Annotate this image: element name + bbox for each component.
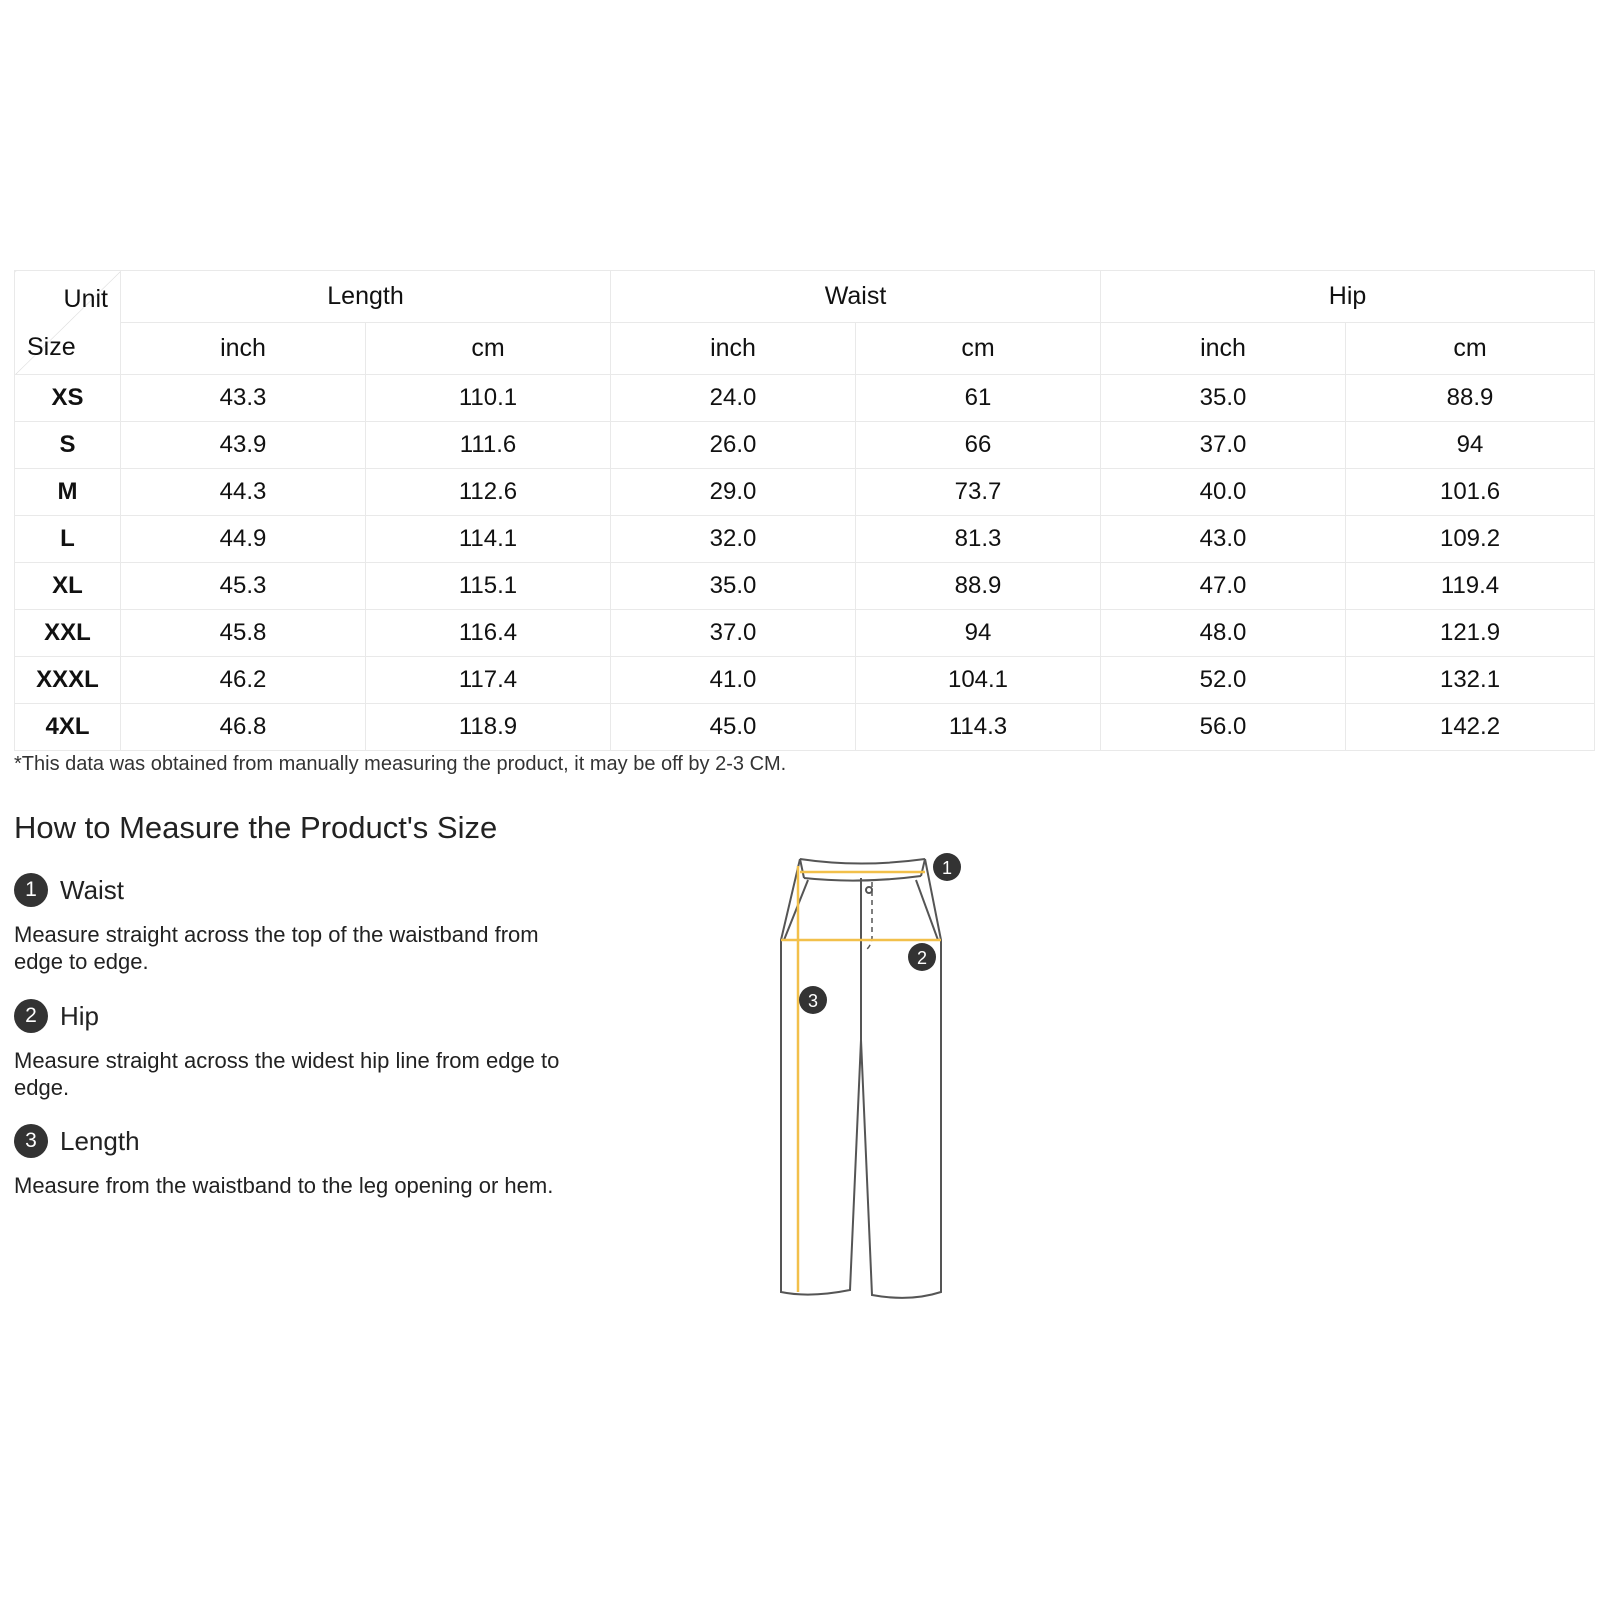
marker-2	[908, 943, 936, 971]
table-cell: 41.0	[611, 657, 856, 704]
table-cell: 104.1	[856, 657, 1101, 704]
table-cell: 43.0	[1101, 516, 1346, 563]
step-number-badge: 2	[14, 999, 48, 1033]
table-cell: 112.6	[366, 469, 611, 516]
size-label: XXXL	[15, 657, 121, 704]
table-cell: 47.0	[1101, 563, 1346, 610]
group-header-length: Length	[121, 271, 611, 323]
size-label: L	[15, 516, 121, 563]
step-description: Measure straight across the top of the waistband from edge to edge.	[14, 922, 539, 974]
table-cell: 48.0	[1101, 610, 1346, 657]
table-cell: 81.3	[856, 516, 1101, 563]
table-cell: 94	[856, 610, 1101, 657]
table-cell: 118.9	[366, 704, 611, 751]
table-cell: 121.9	[1346, 610, 1595, 657]
table-row	[15, 516, 1595, 563]
table-cell: 29.0	[611, 469, 856, 516]
marker-1	[933, 853, 961, 881]
table-cell: 46.2	[121, 657, 366, 704]
table-cell: 111.6	[366, 422, 611, 469]
corner-size-label: Size	[27, 333, 76, 361]
table-cell: 46.8	[121, 704, 366, 751]
table-cell: 115.1	[366, 563, 611, 610]
guide-step-waist	[14, 873, 584, 975]
table-cell: 32.0	[611, 516, 856, 563]
size-label: XL	[15, 563, 121, 610]
unit-header: inch	[611, 323, 856, 375]
unit-header: cm	[1346, 323, 1595, 375]
table-cell: 40.0	[1101, 469, 1346, 516]
table-cell: 44.3	[121, 469, 366, 516]
table-cell: 117.4	[366, 657, 611, 704]
table-cell: 88.9	[1346, 375, 1595, 422]
table-cell: 43.9	[121, 422, 366, 469]
step-title: Length	[60, 1125, 140, 1156]
table-cell: 45.3	[121, 563, 366, 610]
table-cell: 142.2	[1346, 704, 1595, 751]
guide-step-length	[14, 1124, 584, 1199]
measurement-note: *This data was obtained from manually measuring the product, it may be off by 2-3 CM.	[14, 753, 787, 775]
table-cell: 109.2	[1346, 516, 1595, 563]
table-cell: 119.4	[1346, 563, 1595, 610]
guide-step-hip	[14, 999, 584, 1101]
table-cell: 37.0	[1101, 422, 1346, 469]
header-row-groups	[15, 271, 1595, 323]
table-cell: 52.0	[1101, 657, 1346, 704]
table-cell: 45.8	[121, 610, 366, 657]
table-cell: 88.9	[856, 563, 1101, 610]
marker-3	[799, 986, 827, 1014]
table-cell: 35.0	[1101, 375, 1346, 422]
table-cell: 116.4	[366, 610, 611, 657]
guide-title: How to Measure the Product's Size	[14, 810, 498, 845]
table-cell: 44.9	[121, 516, 366, 563]
size-label: S	[15, 422, 121, 469]
marker-1-label: 1	[941, 858, 953, 878]
table-row	[15, 610, 1595, 657]
size-chart-table	[14, 270, 1595, 751]
table-cell: 101.6	[1346, 469, 1595, 516]
table-row	[15, 704, 1595, 751]
table-cell: 94	[1346, 422, 1595, 469]
table-cell: 110.1	[366, 375, 611, 422]
table-row	[15, 563, 1595, 610]
table-cell: 114.3	[856, 704, 1101, 751]
waistband-top-edge	[800, 859, 925, 864]
size-label: 4XL	[15, 704, 121, 751]
group-header-hip: Hip	[1101, 271, 1595, 323]
table-cell: 43.3	[121, 375, 366, 422]
table-corner-cell	[15, 271, 121, 375]
button-icon	[866, 887, 872, 893]
table-cell: 26.0	[611, 422, 856, 469]
size-label: XS	[15, 375, 121, 422]
unit-header: cm	[366, 323, 611, 375]
step-title: Waist	[60, 874, 125, 905]
table-cell: 37.0	[611, 610, 856, 657]
table-cell: 114.1	[366, 516, 611, 563]
pants-diagram	[760, 840, 1000, 1300]
table-cell: 56.0	[1101, 704, 1346, 751]
marker-2-label: 2	[916, 948, 928, 968]
unit-header: cm	[856, 323, 1101, 375]
corner-unit-label: Unit	[63, 285, 108, 313]
table-row	[15, 375, 1595, 422]
table-cell: 132.1	[1346, 657, 1595, 704]
unit-header: inch	[121, 323, 366, 375]
step-number-badge: 3	[14, 1124, 48, 1158]
waistband-bottom-edge	[804, 876, 921, 881]
step-title: Hip	[60, 1000, 100, 1031]
step-description: Measure from the waistband to the leg opening or hem.	[14, 1173, 554, 1198]
unit-header: inch	[1101, 323, 1346, 375]
table-cell: 66	[856, 422, 1101, 469]
table-row	[15, 469, 1595, 516]
size-label: XXL	[15, 610, 121, 657]
step-description: Measure straight across the widest hip line from edge to edge.	[14, 1048, 560, 1100]
pants-outline	[781, 859, 941, 1298]
table-cell: 73.7	[856, 469, 1101, 516]
table-row	[15, 657, 1595, 704]
size-label: M	[15, 469, 121, 516]
header-row-units	[15, 323, 1595, 375]
table-cell: 35.0	[611, 563, 856, 610]
table-row	[15, 422, 1595, 469]
group-header-waist: Waist	[611, 271, 1101, 323]
step-number-badge: 1	[14, 873, 48, 907]
table-cell: 45.0	[611, 704, 856, 751]
table-cell: 61	[856, 375, 1101, 422]
marker-3-label: 3	[807, 991, 819, 1011]
table-cell: 24.0	[611, 375, 856, 422]
